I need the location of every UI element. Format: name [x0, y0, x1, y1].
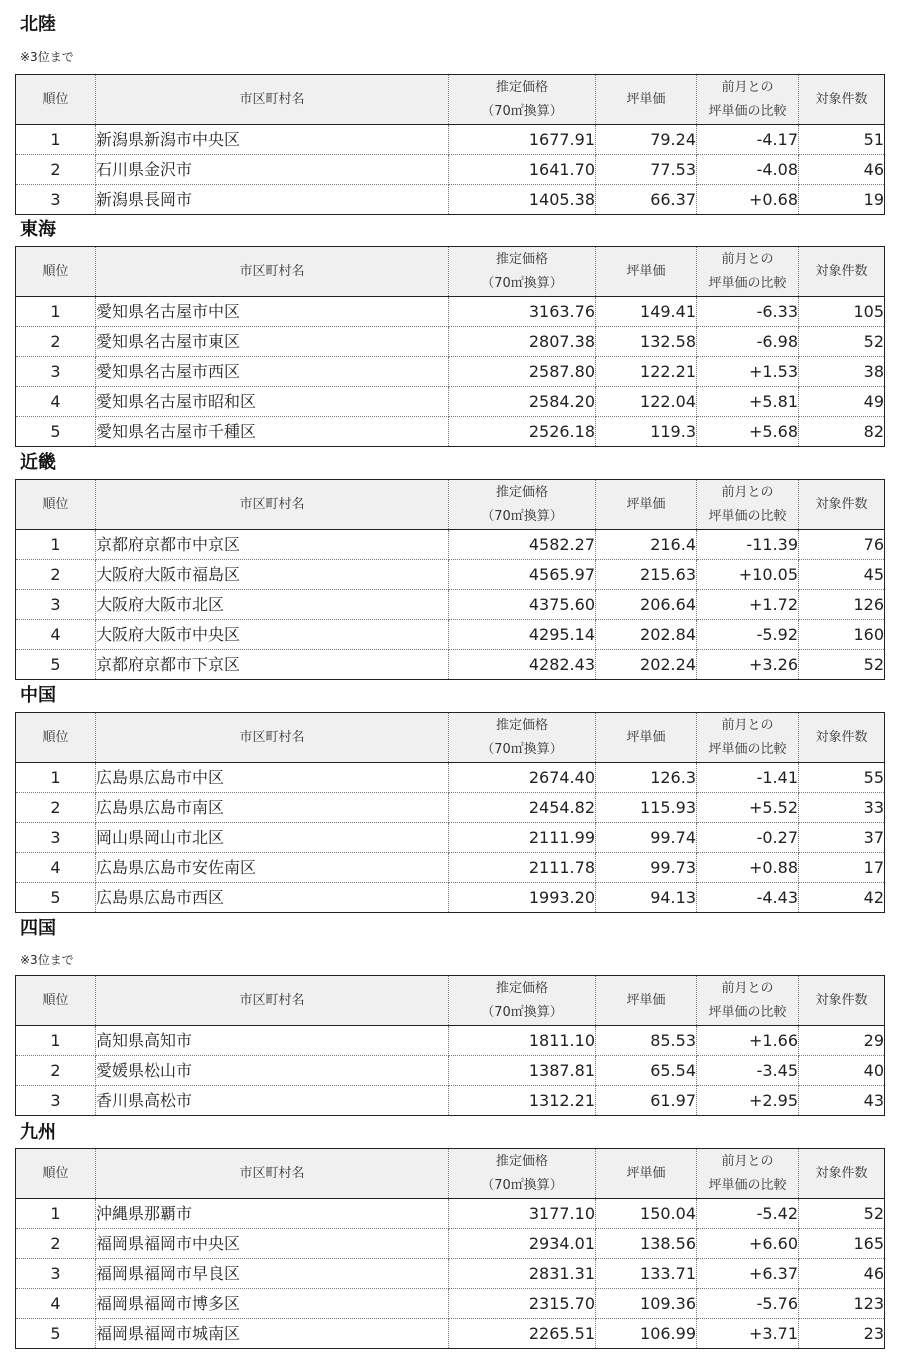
header-estimated-price	[449, 1149, 596, 1199]
cell-rank: 4	[16, 620, 96, 650]
cell-estimated-price: 2674.40	[449, 763, 596, 793]
header-tsubo-price: 坪単価	[596, 75, 697, 125]
cell-monthly-change: -1.41	[697, 763, 799, 793]
cell-tsubo-price: 61.97	[596, 1086, 697, 1116]
cell-count: 46	[799, 155, 885, 185]
cell-tsubo-price: 133.71	[596, 1259, 697, 1289]
header-count: 対象件数	[799, 480, 885, 530]
cell-monthly-change: +10.05	[697, 560, 799, 590]
header-tsubo-price: 坪単価	[596, 713, 697, 763]
region-note-shikoku: ※3位まで	[20, 953, 74, 967]
cell-tsubo-price: 202.24	[596, 650, 697, 680]
cell-estimated-price: 2315.70	[449, 1289, 596, 1319]
header-rank: 順位	[16, 713, 96, 763]
header-estimated-price	[449, 713, 596, 763]
table-row	[16, 650, 885, 680]
cell-city: 沖縄県那覇市	[96, 1199, 449, 1229]
cell-rank: 5	[16, 1319, 96, 1349]
cell-estimated-price: 2587.80	[449, 357, 596, 387]
table-row	[16, 883, 885, 913]
table-row	[16, 1199, 885, 1229]
table-row	[16, 793, 885, 823]
region-title-kyushu: 九州	[20, 1122, 56, 1143]
cell-monthly-change: +5.68	[697, 417, 799, 447]
cell-rank: 1	[16, 530, 96, 560]
cell-city: 高知県高知市	[96, 1026, 449, 1056]
cell-rank: 3	[16, 590, 96, 620]
cell-rank: 1	[16, 125, 96, 155]
cell-monthly-change: -3.45	[697, 1056, 799, 1086]
table-row	[16, 1086, 885, 1116]
table-row	[16, 417, 885, 447]
header-estimated-price-line: 推定価格	[495, 1153, 548, 1169]
cell-rank: 3	[16, 1259, 96, 1289]
cell-rank: 2	[16, 560, 96, 590]
cell-city: 愛知県名古屋市昭和区	[96, 387, 449, 417]
cell-count: 45	[799, 560, 885, 590]
header-tsubo-price: 坪単価	[596, 247, 697, 297]
header-city: 市区町村名	[96, 1149, 449, 1199]
cell-estimated-price: 2111.78	[449, 853, 596, 883]
table-row	[16, 125, 885, 155]
table-row	[16, 823, 885, 853]
cell-city: 大阪府大阪市中央区	[96, 620, 449, 650]
cell-city: 大阪府大阪市福島区	[96, 560, 449, 590]
table-row	[16, 357, 885, 387]
cell-monthly-change: -5.92	[697, 620, 799, 650]
header-monthly-change	[697, 247, 799, 297]
cell-estimated-price: 4282.43	[449, 650, 596, 680]
cell-count: 123	[799, 1289, 885, 1319]
header-count: 対象件数	[799, 976, 885, 1026]
header-estimated-price-line: 推定価格	[495, 717, 548, 733]
cell-monthly-change: +1.53	[697, 357, 799, 387]
cell-tsubo-price: 126.3	[596, 763, 697, 793]
cell-monthly-change: -6.98	[697, 327, 799, 357]
ranking-table-kinki	[15, 479, 885, 680]
cell-rank: 5	[16, 883, 96, 913]
cell-tsubo-price: 94.13	[596, 883, 697, 913]
cell-rank: 2	[16, 327, 96, 357]
header-monthly-change	[697, 1149, 799, 1199]
cell-monthly-change: -4.08	[697, 155, 799, 185]
cell-monthly-change: +5.52	[697, 793, 799, 823]
table-row	[16, 297, 885, 327]
header-rank: 順位	[16, 75, 96, 125]
cell-estimated-price: 2454.82	[449, 793, 596, 823]
header-row	[16, 1149, 885, 1199]
cell-rank: 3	[16, 823, 96, 853]
cell-rank: 3	[16, 185, 96, 215]
table-row	[16, 1056, 885, 1086]
cell-estimated-price: 2111.99	[449, 823, 596, 853]
cell-city: 愛知県名古屋市東区	[96, 327, 449, 357]
cell-tsubo-price: 149.41	[596, 297, 697, 327]
header-count: 対象件数	[799, 75, 885, 125]
header-tsubo-price: 坪単価	[596, 480, 697, 530]
cell-monthly-change: +1.66	[697, 1026, 799, 1056]
table-row	[16, 1289, 885, 1319]
cell-rank: 4	[16, 387, 96, 417]
table-row	[16, 387, 885, 417]
cell-monthly-change: +1.72	[697, 590, 799, 620]
cell-city: 福岡県福岡市早良区	[96, 1259, 449, 1289]
cell-tsubo-price: 122.21	[596, 357, 697, 387]
cell-count: 23	[799, 1319, 885, 1349]
cell-monthly-change: -5.42	[697, 1199, 799, 1229]
cell-count: 82	[799, 417, 885, 447]
cell-tsubo-price: 138.56	[596, 1229, 697, 1259]
cell-city: 愛知県名古屋市千種区	[96, 417, 449, 447]
cell-estimated-price: 2831.31	[449, 1259, 596, 1289]
cell-city: 広島県広島市南区	[96, 793, 449, 823]
cell-estimated-price: 4375.60	[449, 590, 596, 620]
cell-city: 京都府京都市中京区	[96, 530, 449, 560]
header-row	[16, 75, 885, 125]
header-monthly-change-line: 前月との	[721, 980, 774, 996]
ranking-table-tokai	[15, 246, 885, 447]
header-tsubo-price: 坪単価	[596, 976, 697, 1026]
cell-monthly-change: -11.39	[697, 530, 799, 560]
cell-city: 福岡県福岡市博多区	[96, 1289, 449, 1319]
cell-tsubo-price: 206.64	[596, 590, 697, 620]
cell-monthly-change: +2.95	[697, 1086, 799, 1116]
region-title-hokuriku: 北陸	[20, 14, 56, 35]
header-monthly-change-line: 坪単価の比較	[708, 103, 787, 119]
region-title-tokai: 東海	[20, 219, 56, 240]
table-row	[16, 155, 885, 185]
cell-tsubo-price: 77.53	[596, 155, 697, 185]
header-tsubo-price: 坪単価	[596, 1149, 697, 1199]
cell-count: 52	[799, 1199, 885, 1229]
header-row	[16, 976, 885, 1026]
header-row	[16, 713, 885, 763]
cell-count: 160	[799, 620, 885, 650]
table-row	[16, 530, 885, 560]
cell-city: 福岡県福岡市中央区	[96, 1229, 449, 1259]
table-row	[16, 327, 885, 357]
cell-city: 大阪府大阪市北区	[96, 590, 449, 620]
header-monthly-change	[697, 480, 799, 530]
cell-count: 19	[799, 185, 885, 215]
header-monthly-change	[697, 713, 799, 763]
cell-rank: 1	[16, 1199, 96, 1229]
header-monthly-change	[697, 75, 799, 125]
header-monthly-change-line: 前月との	[721, 1153, 774, 1169]
cell-count: 17	[799, 853, 885, 883]
cell-estimated-price: 1405.38	[449, 185, 596, 215]
header-city: 市区町村名	[96, 247, 449, 297]
ranking-table-kyushu	[15, 1148, 885, 1349]
cell-count: 43	[799, 1086, 885, 1116]
header-estimated-price-line: （70㎡換算）	[481, 103, 563, 119]
header-rank: 順位	[16, 976, 96, 1026]
cell-city: 愛知県名古屋市西区	[96, 357, 449, 387]
header-monthly-change-line: 坪単価の比較	[708, 275, 787, 291]
cell-count: 51	[799, 125, 885, 155]
header-estimated-price-line: （70㎡換算）	[481, 1177, 563, 1193]
cell-estimated-price: 1312.21	[449, 1086, 596, 1116]
cell-count: 33	[799, 793, 885, 823]
table-row	[16, 1229, 885, 1259]
cell-tsubo-price: 99.73	[596, 853, 697, 883]
cell-count: 126	[799, 590, 885, 620]
cell-tsubo-price: 99.74	[596, 823, 697, 853]
header-count: 対象件数	[799, 713, 885, 763]
cell-estimated-price: 1677.91	[449, 125, 596, 155]
header-estimated-price-line: 推定価格	[495, 484, 548, 500]
header-estimated-price-line: 推定価格	[495, 980, 548, 996]
cell-estimated-price: 1387.81	[449, 1056, 596, 1086]
cell-rank: 2	[16, 793, 96, 823]
header-monthly-change-line: 前月との	[721, 484, 774, 500]
table-row	[16, 620, 885, 650]
cell-rank: 5	[16, 417, 96, 447]
header-city: 市区町村名	[96, 75, 449, 125]
cell-rank: 4	[16, 853, 96, 883]
cell-rank: 1	[16, 297, 96, 327]
header-count: 対象件数	[799, 1149, 885, 1199]
header-rank: 順位	[16, 1149, 96, 1199]
table-row	[16, 853, 885, 883]
header-monthly-change-line: 前月との	[721, 717, 774, 733]
header-estimated-price-line: 推定価格	[495, 79, 548, 95]
cell-estimated-price: 2526.18	[449, 417, 596, 447]
cell-tsubo-price: 202.84	[596, 620, 697, 650]
table-row	[16, 1026, 885, 1056]
cell-rank: 2	[16, 155, 96, 185]
cell-rank: 1	[16, 1026, 96, 1056]
header-city: 市区町村名	[96, 480, 449, 530]
table-row	[16, 1259, 885, 1289]
header-rank: 順位	[16, 480, 96, 530]
header-rank: 順位	[16, 247, 96, 297]
cell-estimated-price: 1993.20	[449, 883, 596, 913]
cell-monthly-change: +0.68	[697, 185, 799, 215]
cell-tsubo-price: 65.54	[596, 1056, 697, 1086]
region-title-kinki: 近畿	[20, 452, 56, 473]
cell-count: 76	[799, 530, 885, 560]
cell-rank: 2	[16, 1056, 96, 1086]
cell-city: 福岡県福岡市城南区	[96, 1319, 449, 1349]
cell-count: 165	[799, 1229, 885, 1259]
cell-estimated-price: 2807.38	[449, 327, 596, 357]
header-estimated-price-line: 推定価格	[495, 251, 548, 267]
cell-count: 29	[799, 1026, 885, 1056]
table-row	[16, 185, 885, 215]
cell-count: 37	[799, 823, 885, 853]
cell-count: 46	[799, 1259, 885, 1289]
header-city: 市区町村名	[96, 976, 449, 1026]
table-row	[16, 590, 885, 620]
header-row	[16, 480, 885, 530]
header-city: 市区町村名	[96, 713, 449, 763]
cell-tsubo-price: 85.53	[596, 1026, 697, 1056]
cell-monthly-change: +6.60	[697, 1229, 799, 1259]
cell-rank: 3	[16, 1086, 96, 1116]
header-monthly-change-line: 坪単価の比較	[708, 1004, 787, 1020]
cell-monthly-change: +3.71	[697, 1319, 799, 1349]
cell-tsubo-price: 66.37	[596, 185, 697, 215]
header-estimated-price	[449, 75, 596, 125]
header-estimated-price-line: （70㎡換算）	[481, 275, 563, 291]
cell-city: 愛知県名古屋市中区	[96, 297, 449, 327]
cell-count: 49	[799, 387, 885, 417]
cell-tsubo-price: 109.36	[596, 1289, 697, 1319]
cell-monthly-change: -5.76	[697, 1289, 799, 1319]
cell-estimated-price: 2934.01	[449, 1229, 596, 1259]
cell-city: 京都府京都市下京区	[96, 650, 449, 680]
cell-estimated-price: 2265.51	[449, 1319, 596, 1349]
cell-count: 52	[799, 327, 885, 357]
cell-city: 広島県広島市安佐南区	[96, 853, 449, 883]
cell-tsubo-price: 106.99	[596, 1319, 697, 1349]
table-row	[16, 560, 885, 590]
cell-monthly-change: +6.37	[697, 1259, 799, 1289]
header-monthly-change-line: 坪単価の比較	[708, 508, 787, 524]
cell-monthly-change: -6.33	[697, 297, 799, 327]
cell-estimated-price: 2584.20	[449, 387, 596, 417]
cell-count: 55	[799, 763, 885, 793]
header-estimated-price	[449, 480, 596, 530]
cell-tsubo-price: 119.3	[596, 417, 697, 447]
header-monthly-change-line: 前月との	[721, 251, 774, 267]
ranking-table-shikoku	[15, 975, 885, 1116]
header-monthly-change-line: 坪単価の比較	[708, 741, 787, 757]
cell-estimated-price: 3163.76	[449, 297, 596, 327]
header-estimated-price	[449, 247, 596, 297]
cell-monthly-change: -0.27	[697, 823, 799, 853]
header-estimated-price-line: （70㎡換算）	[481, 508, 563, 524]
header-estimated-price	[449, 976, 596, 1026]
cell-city: 広島県広島市中区	[96, 763, 449, 793]
cell-city: 広島県広島市西区	[96, 883, 449, 913]
region-title-chugoku: 中国	[20, 685, 56, 706]
cell-count: 105	[799, 297, 885, 327]
cell-tsubo-price: 132.58	[596, 327, 697, 357]
cell-count: 52	[799, 650, 885, 680]
cell-count: 40	[799, 1056, 885, 1086]
header-monthly-change	[697, 976, 799, 1026]
cell-tsubo-price: 216.4	[596, 530, 697, 560]
cell-monthly-change: +3.26	[697, 650, 799, 680]
region-title-shikoku: 四国	[20, 918, 56, 939]
ranking-table-chugoku	[15, 712, 885, 913]
table-row	[16, 1319, 885, 1349]
table-row	[16, 763, 885, 793]
cell-monthly-change: +0.88	[697, 853, 799, 883]
header-monthly-change-line: 坪単価の比較	[708, 1177, 787, 1193]
ranking-table-hokuriku	[15, 74, 885, 215]
cell-estimated-price: 1811.10	[449, 1026, 596, 1056]
cell-city: 岡山県岡山市北区	[96, 823, 449, 853]
cell-tsubo-price: 115.93	[596, 793, 697, 823]
cell-estimated-price: 4582.27	[449, 530, 596, 560]
cell-city: 愛媛県松山市	[96, 1056, 449, 1086]
header-estimated-price-line: （70㎡換算）	[481, 741, 563, 757]
cell-tsubo-price: 122.04	[596, 387, 697, 417]
cell-city: 新潟県長岡市	[96, 185, 449, 215]
header-estimated-price-line: （70㎡換算）	[481, 1004, 563, 1020]
cell-monthly-change: +5.81	[697, 387, 799, 417]
cell-tsubo-price: 150.04	[596, 1199, 697, 1229]
header-monthly-change-line: 前月との	[721, 79, 774, 95]
header-row	[16, 247, 885, 297]
cell-city: 新潟県新潟市中央区	[96, 125, 449, 155]
cell-monthly-change: -4.43	[697, 883, 799, 913]
cell-city: 香川県高松市	[96, 1086, 449, 1116]
cell-rank: 3	[16, 357, 96, 387]
cell-rank: 5	[16, 650, 96, 680]
cell-tsubo-price: 79.24	[596, 125, 697, 155]
cell-estimated-price: 4295.14	[449, 620, 596, 650]
cell-estimated-price: 1641.70	[449, 155, 596, 185]
cell-estimated-price: 3177.10	[449, 1199, 596, 1229]
cell-city: 石川県金沢市	[96, 155, 449, 185]
cell-count: 38	[799, 357, 885, 387]
cell-estimated-price: 4565.97	[449, 560, 596, 590]
cell-count: 42	[799, 883, 885, 913]
cell-rank: 2	[16, 1229, 96, 1259]
cell-rank: 1	[16, 763, 96, 793]
cell-rank: 4	[16, 1289, 96, 1319]
header-count: 対象件数	[799, 247, 885, 297]
cell-tsubo-price: 215.63	[596, 560, 697, 590]
cell-monthly-change: -4.17	[697, 125, 799, 155]
region-note-hokuriku: ※3位まで	[20, 50, 74, 64]
